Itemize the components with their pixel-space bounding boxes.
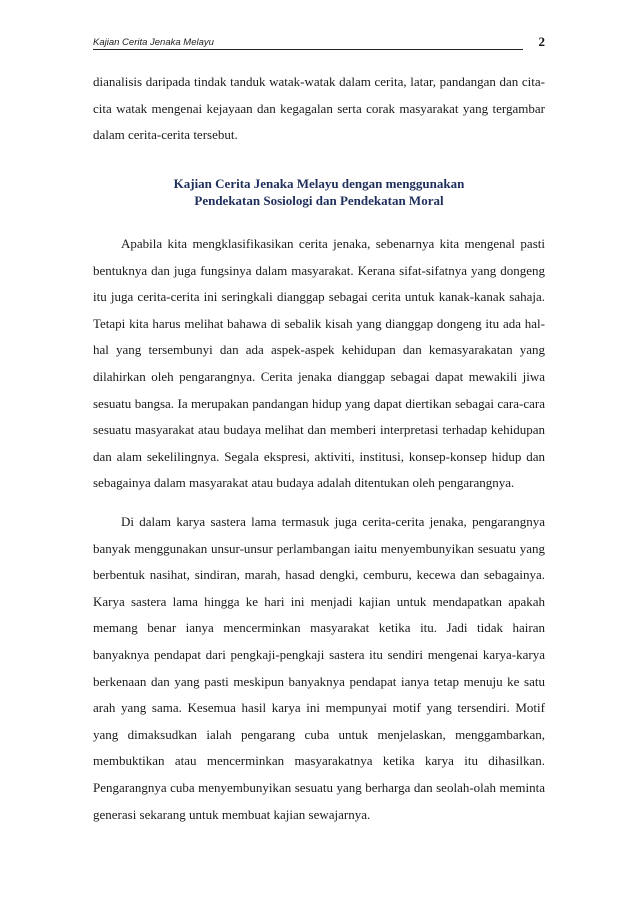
section-heading (93, 175, 545, 209)
header-rule (93, 49, 523, 50)
page-header (93, 34, 545, 50)
body-paragraph-2 (93, 509, 545, 828)
section-heading-line-1: Kajian Cerita Jenaka Melayu dengan menggunakan (173, 176, 465, 191)
page-number: 2 (538, 34, 545, 49)
intro-paragraph: dianalisis daripada tindak tanduk watak-watak dalam cerita, latar, pandangan dan cita-cita watak mengenai kejayaan dan kegagalan serta corak masyarakat yang tergambar dalam cerita-cerita tersebut. (93, 74, 545, 143)
running-header-title: Kajian Cerita Jenaka Melayu (93, 37, 214, 48)
section-heading-line-2: Pendekatan Sosiologi dan Pendekatan Moral (194, 193, 444, 208)
body-paragraph-2-text: Di dalam karya sastera lama termasuk juga cerita-cerita jenaka, pengarangnya banyak menggunakan unsur-unsur perlambangan iaitu menyembunyikan sesuatu yang berbentuk nasihat, sindiran, marah, hasad dengki, cemburu, kecewa dan sebagainya. Karya sastera lama hingga ke hari ini menjadi kajian untuk mendapatkan apakah memang benar ianya mencerminkan masyarakat ketika itu. Jadi tidak hairan banyaknya pendapat dari pengkaji-pengkaji sastera itu sendiri mengenai karya-karya berkenaan dan yang pasti meskipun banyaknya pendapat ianya tetap menuju ke satu arah yang sama. Kesemua hasil karya ini mempunyai motif yang tersendiri. Motif yang dimaksudkan ialah pengarang cuba untuk menjelaskan, menggambarkan, membuktikan atau mencerminkan masyarakatnya ketika karya itu dihasilkan. Pengarangnya cuba menyembunyikan sesuatu yang berharga dan seolah-olah meminta generasi sekarang untuk membuat kajian sewajarnya. (93, 514, 545, 822)
body-paragraph-1 (93, 231, 545, 497)
body-paragraph-1-text: Apabila kita mengklasifikasikan cerita jenaka, sebenarnya kita mengenal pasti bentuknya dan juga fungsinya dalam masyarakat. Kerana sifat-sifatnya yang dongeng itu juga cerita-cerita ini seringkali dianggap sebagai cerita untuk kanak-kanak sahaja. Tetapi kita harus melihat bahawa di sebalik kisah yang dianggap dongeng itu ada hal-hal yang tersembunyi dan ada aspek-aspek kehidupan dan kemasyarakatan yang dilahirkan oleh pengarangnya. Cerita jenaka dianggap sebagai dapat mewakili jiwa sesuatu bangsa. Ia merupakan pandangan hidup yang dapat diertikan sebagai cara-cara sesuatu masyarakat atau budaya melihat dan memberi interpretasi terhadap kehidupan dan alam sekelilingnya. Segala ekspresi, aktiviti, institusi, konsep-konsep hidup dan sebagainya dalam masyarakat atau budaya adalah ditentukan oleh pengarangnya. (93, 236, 545, 491)
